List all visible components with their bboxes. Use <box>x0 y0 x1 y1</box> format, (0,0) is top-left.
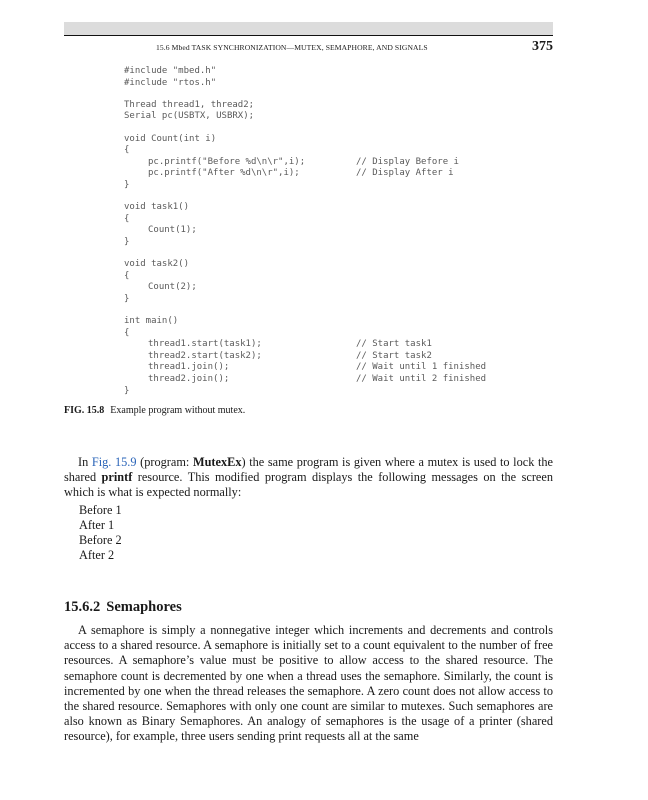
section-heading <box>64 599 182 616</box>
output-line: Before 1 <box>79 503 122 517</box>
code-line: void Count(int i) <box>124 133 217 144</box>
semaphore-text: A semaphore is simply a nonnegative integer which increments and decrements and controls access to a shared resource. A semaphore is initially set to a count equivalent to the number of free resources. A semaphore’s value must be positive to allow access to the shared resource. The semaphore count is decremented by one when a thread uses the semaphore. Similarly, the count is incremented by one when the thread releases the semaphore. A zero count does not allow access to the shared resource. Semaphores with only one count are similar to mutexes. Such semaphores are also known as Binary Semaphores. An analogy of semaphores is the usage of a printer (shared resource), for example, three users sending print requests all at the same <box>64 623 553 744</box>
code-line: { <box>124 213 130 224</box>
code-line: thread2.start(task2); <box>148 350 262 361</box>
code-comment: // Wait until 1 finished <box>356 362 487 373</box>
header-rule <box>64 35 553 36</box>
code-line: thread2.join(); <box>148 374 230 385</box>
code-line: thread1.start(task1); <box>148 339 262 350</box>
code-line: pc.printf("Before %d\n\r",i); <box>148 156 306 167</box>
code-line: Serial pc(USBTX, USBRX); <box>124 111 255 122</box>
code-line: } <box>124 179 130 190</box>
output-line: After 1 <box>79 518 115 532</box>
intro-text: ) the same program is given where a mutex is used to lock the shared <box>64 455 553 485</box>
code-line: pc.printf("After %d\n\r",i); <box>148 168 300 179</box>
code-comment: // Start task2 <box>356 350 432 361</box>
running-title: 15.6 Mbed TASK SYNCHRONIZATION—MUTEX, SEMAPHORE, AND SIGNALS <box>156 43 428 52</box>
intro-paragraph <box>64 455 553 501</box>
code-line: } <box>124 293 130 304</box>
section-number: 15.6.2 <box>64 599 101 615</box>
code-line: Count(1); <box>148 225 197 236</box>
page-number: 375 <box>532 39 553 54</box>
figure-label: FIG. 15.8 <box>64 405 105 416</box>
code-line: thread1.join(); <box>148 362 230 373</box>
code-line: #include "mbed.h" <box>124 66 217 76</box>
output-line: After 2 <box>79 548 115 562</box>
output-list <box>79 503 122 563</box>
code-line: Count(2); <box>148 282 197 293</box>
code-line: #include "rtos.h" <box>124 77 217 88</box>
intro-text: In <box>78 455 92 469</box>
resource-name: printf <box>101 470 133 485</box>
output-line: Before 2 <box>79 533 122 547</box>
figure-reference-link[interactable]: Fig. 15.9 <box>91 455 137 469</box>
code-comment: // Display After i <box>356 168 454 179</box>
section-title: Semaphores <box>106 599 182 615</box>
code-line: void task1() <box>124 202 190 213</box>
code-line: } <box>124 385 130 396</box>
code-line: } <box>124 236 130 247</box>
program-name: MutexEx <box>192 455 242 469</box>
code-line: { <box>124 270 130 281</box>
code-line: void task2() <box>124 259 190 270</box>
code-line: Thread thread1, thread2; <box>124 99 255 110</box>
semaphore-paragraph <box>64 623 553 745</box>
intro-text: (program: <box>136 455 193 469</box>
figure-caption-text: Example program without mutex. <box>110 405 246 416</box>
code-comment: // Wait until 2 finished <box>356 374 487 385</box>
code-line: { <box>124 145 130 156</box>
code-listing <box>124 66 544 397</box>
code-comment: // Display Before i <box>356 156 459 167</box>
running-head <box>64 40 553 58</box>
header-band <box>64 22 553 35</box>
code-comment: // Start task1 <box>356 339 432 350</box>
intro-text: resource. This modified program displays the following messages on the screen which is what is expected normally: <box>64 470 553 500</box>
figure-caption <box>64 405 245 416</box>
code-line: { <box>124 327 130 338</box>
code-line: int main() <box>124 316 179 327</box>
